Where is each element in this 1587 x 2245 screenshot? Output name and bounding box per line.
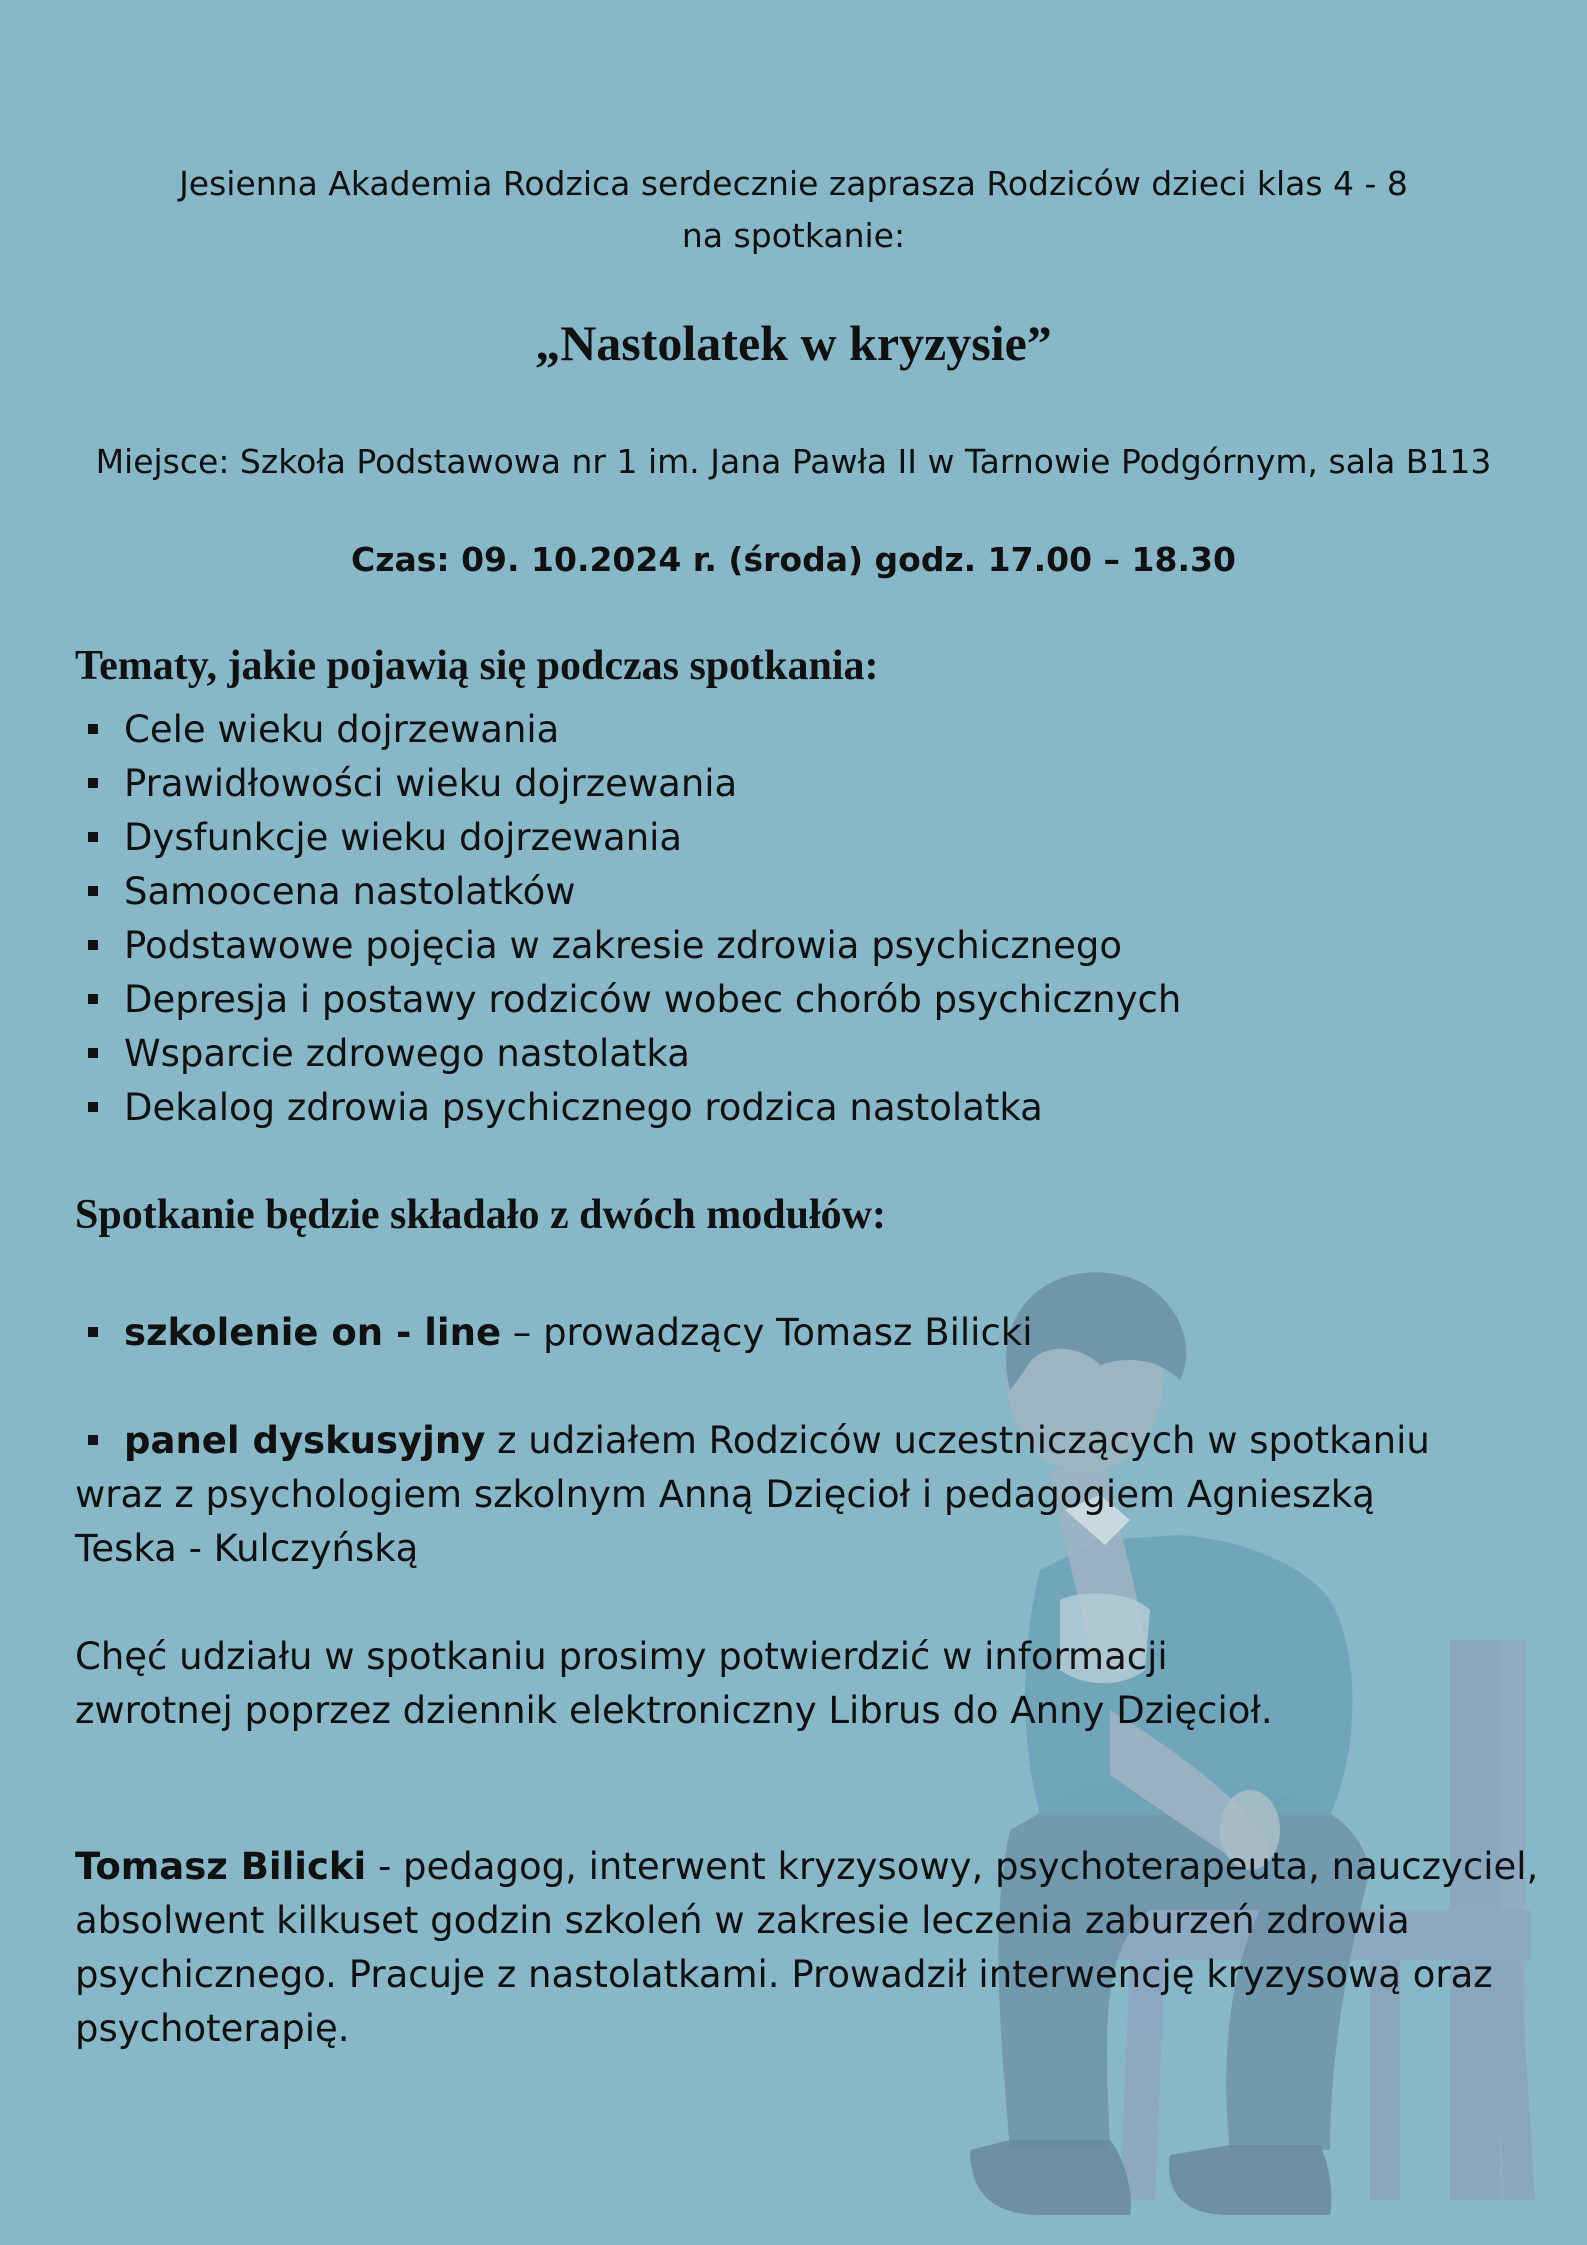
module-title: panel dyskusyjny: [124, 1419, 486, 1462]
event-place: Miejsce: Szkoła Podstawowa nr 1 im. Jana Pawła II w Tarnowie Podgórnym, sala B113: [95, 442, 1492, 481]
list-item: Cele wieku dojrzewania: [84, 703, 1181, 757]
event-title: „Nastolatek w kryzysie”: [535, 315, 1052, 371]
modules-heading: Spotkanie będzie składało z dwóch modułów:: [75, 1192, 886, 1238]
square-bullet-icon: [88, 1102, 98, 1112]
module-title: szkolenie on - line: [124, 1311, 502, 1354]
topics-heading: Tematy, jakie pojawią się podczas spotkania:: [75, 643, 879, 689]
rsvp-paragraph: [75, 1630, 1273, 1738]
module-description: – prowadzący Tomasz Bilicki: [501, 1311, 1033, 1354]
square-bullet-icon: [88, 1327, 98, 1337]
rsvp-line-1: Chęć udziału w spotkaniu prosimy potwierdzić w informacji: [75, 1635, 1168, 1678]
list-item: Podstawowe pojęcia w zakresie zdrowia psychicznego: [84, 919, 1181, 973]
square-bullet-icon: [88, 940, 98, 950]
module-description-line-2: wraz z psychologiem szkolnym Anną Dzięcioł i pedagogiem Agnieszką: [75, 1473, 1375, 1516]
list-item: Prawidłowości wieku dojrzewania: [84, 757, 1181, 811]
list-item: Wsparcie zdrowego nastolatka: [84, 1027, 1181, 1081]
bio-line-1: - pedagog, interwent kryzysowy, psychoterapeuta, nauczyciel,: [366, 1845, 1539, 1888]
event-time: Czas: 09. 10.2024 r. (środa) godz. 17.00 – 18.30: [351, 540, 1236, 579]
list-item: Dekalog zdrowia psychicznego rodzica nastolatka: [84, 1081, 1181, 1135]
square-bullet-icon: [88, 1048, 98, 1058]
intro-line-2: na spotkanie:: [681, 216, 906, 255]
square-bullet-icon: [88, 778, 98, 788]
bio-line-4: psychoterapię.: [75, 2007, 350, 2050]
module-online-training: [75, 1306, 1033, 1360]
bio-line-2: absolwent kilkuset godzin szkoleń w zakresie leczenia zaburzeń zdrowia: [75, 1899, 1410, 1942]
module-discussion-panel: [75, 1414, 1430, 1576]
module-description: z udziałem Rodziców uczestniczących w spotkaniu: [485, 1419, 1430, 1462]
rsvp-line-2: zwrotnej poprzez dziennik elektroniczny Librus do Anny Dzięcioł.: [75, 1689, 1273, 1732]
square-bullet-icon: [88, 1435, 98, 1445]
square-bullet-icon: [88, 832, 98, 842]
intro-text: [0, 158, 1587, 262]
module-description-line-3: Teska - Kulczyńską: [75, 1527, 419, 1570]
speaker-bio: [75, 1840, 1538, 2056]
square-bullet-icon: [88, 724, 98, 734]
list-item: Dysfunkcje wieku dojrzewania: [84, 811, 1181, 865]
list-item: Depresja i postawy rodziców wobec chorób psychicznych: [84, 973, 1181, 1027]
speaker-name: Tomasz Bilicki: [75, 1845, 367, 1888]
list-item: Samoocena nastolatków: [84, 865, 1181, 919]
square-bullet-icon: [88, 886, 98, 896]
square-bullet-icon: [88, 994, 98, 1004]
bio-line-3: psychicznego. Pracuje z nastolatkami. Prowadził interwencję kryzysową oraz: [75, 1953, 1493, 1996]
topics-list: [84, 703, 1181, 1135]
intro-line-1: Jesienna Akademia Rodzica serdecznie zaprasza Rodziców dzieci klas 4 - 8: [179, 164, 1408, 203]
